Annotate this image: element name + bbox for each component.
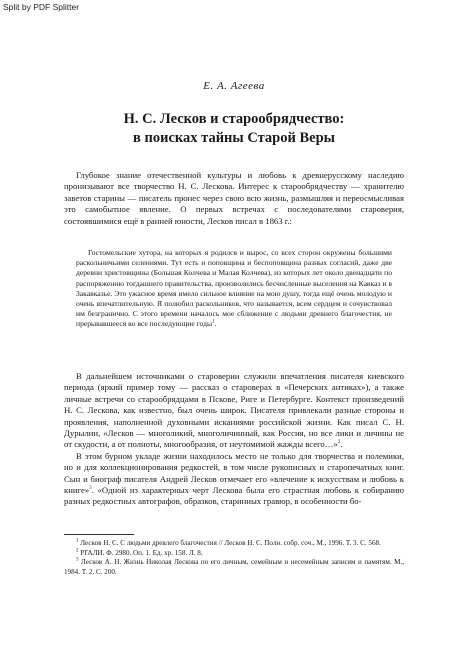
main-paragraph-1: В дальнейшем источниками о староверии служили впечатления писателя киевского периода (яркий пример тому — рассказ о староверах в «Печерских антиках»), а также личные встречи со старообрядцами в Пскове, Риге и Петербурге. Контекст произведений Н. С. Лескова, как известно, был очень широк. Писателя привлекали разные стороны и проявления, наполненной духовными исканиями российской жизни. Как писал С. Н. Дурылин, «Лесков — многоликий, многоличинный, как Россия, но все лики и личины не от скудости, а от полноты, многообразия, от неутомимой жажды всего…»$^2$. <box>64 371 404 450</box>
footnote-ref-2[interactable]: 2 <box>337 440 341 446</box>
main-paragraph-2 <box>64 451 404 508</box>
title-line-1: Н. С. Лесков и старообрядчество: <box>123 111 345 127</box>
footnote-number: 1 <box>76 538 79 544</box>
footnote-text: Лесков А. Н. Жизнь Николая Лескова по его личным, семейным и несемейным записям и памятям. М., 1984. Т. 2. С. 200. <box>64 558 404 576</box>
main-paragraph-2-text-b: . «Одной из характерных черт Лескова была его страстная любовь к собиранию разных редкостных автографов, образков, старинных гравюр, в особенности бо- <box>64 485 404 507</box>
footnote-number: 2 <box>76 548 79 554</box>
article-title <box>64 110 404 148</box>
main-paragraph-1-text: В дальнейшем источниками о староверии служили впечатления писателя киевского периода (яркий пример тому — рассказ о староверах в «Печерских антиках»), а также личные встречи со старообрядцами в Пскове, Риге и Петербурге. Контекст произведений Н. С. Лескова, как известно, был очень широк. Писателя привлекали разные стороны и проявления, наполненной духовными исканиями российской жизни. Как писал С. Н. Дурылин, «Лесков — многоликий, многоличинный, как Россия, но все лики и личины не от скудости, а от полноты, многообразия, от неутомимой жажды всего…» <box>64 371 404 450</box>
quote-text: Гостомельские хутора, на которых я родился и вырос, со всех сторон окружены большими раскольничьими селениями. Тут есть и поповщина и беспоповщина разных согласий, даже две деревни христовщины (Большая Колчева и Малая Колчева), из которых лет около двенадцати по распоряжению тогдашнего правительства, произволились бесчисленные выселения на Кавказ и в Закавказье. Это ужасное время имело сильное влияние на мою душу, тогда ещё очень молодую и очень впечатлительную. Я полюбил раскольников, что называется, всем сердцем и сочувствовал им безгранично. С этого времени началось мое сближение с людьми древнего благочестия, не прерывавшееся во все последующие годы <box>76 248 392 329</box>
main-section <box>64 371 404 508</box>
footnote <box>64 558 404 577</box>
intro-section <box>64 170 404 227</box>
title-line-2: в поисках тайны Старой Веры <box>133 130 335 146</box>
footnote <box>64 539 404 549</box>
footnote-text: Лесков Н. С. С людьми древлего благочестия // Лесков Н. С. Полн. собр. соч., М., 1996. Т. 3. С. 568. <box>80 539 381 547</box>
footnote-ref-1[interactable]: 1 <box>212 319 215 325</box>
block-quote <box>76 248 392 330</box>
main-paragraph-2-text-a: В этом бурном укладе жизни находилось место не только для творчества и полемики, но и для коллекционирования редкостей, в том числе рукописных и старопечатных книг. Сын и биограф писателя Андрей Лесков отмечает его «влечение к искусствам и любовь к книге» <box>64 450 404 496</box>
footnote-number: 3 <box>76 557 79 563</box>
intro-paragraph: Глубокое знание отечественной культуры и любовь к древнерусскому наследию пронизывают все творчество Н. С. Лескова. Интерес к старообрядчеству — хранителю заветов старины — писатель пронес через свою всю жизнь, размышляя и переосмысливая это самобытное явление. О первых встречах с последователями староверия, состоявшимися ещё в ранней юности, Лесков писал в 1863 г.: <box>64 170 404 226</box>
footnotes <box>64 539 404 577</box>
footnote-text: РГАЛИ. Ф. 2980. Оп. 1. Ед. хр. 158. Л. 8. <box>80 548 203 557</box>
footnote-divider <box>64 534 134 535</box>
quote-paragraph: Гостомельские хутора, на которых я родился и вырос, со всех сторон окружены большими раскольничьими селениями. Тут есть и поповщина и беспоповщина разных согласий, даже две деревни христовщины (Большая Колчева и Малая Колчева), из которых лет около двенадцати по распоряжению тогдашнего правительства, произволились бесчисленные выселения на Кавказ и в Закавказье. Это ужасное время имело сильное влияние на мою душу, тогда ещё очень молодую и очень впечатлительную. Я полюбил раскольников, что называется, всем сердцем и сочувствовал им безгранично. С этого времени началось мое сближение с людьми древнего благочестия, не прерывавшееся во все последующие годы$^1$. <box>76 248 392 329</box>
author-name: Е. А. Агеева <box>203 80 265 92</box>
footnote <box>64 549 404 559</box>
footnote-ref-3[interactable]: 3 <box>89 486 92 492</box>
watermark: Split by PDF Splitter <box>3 2 80 12</box>
